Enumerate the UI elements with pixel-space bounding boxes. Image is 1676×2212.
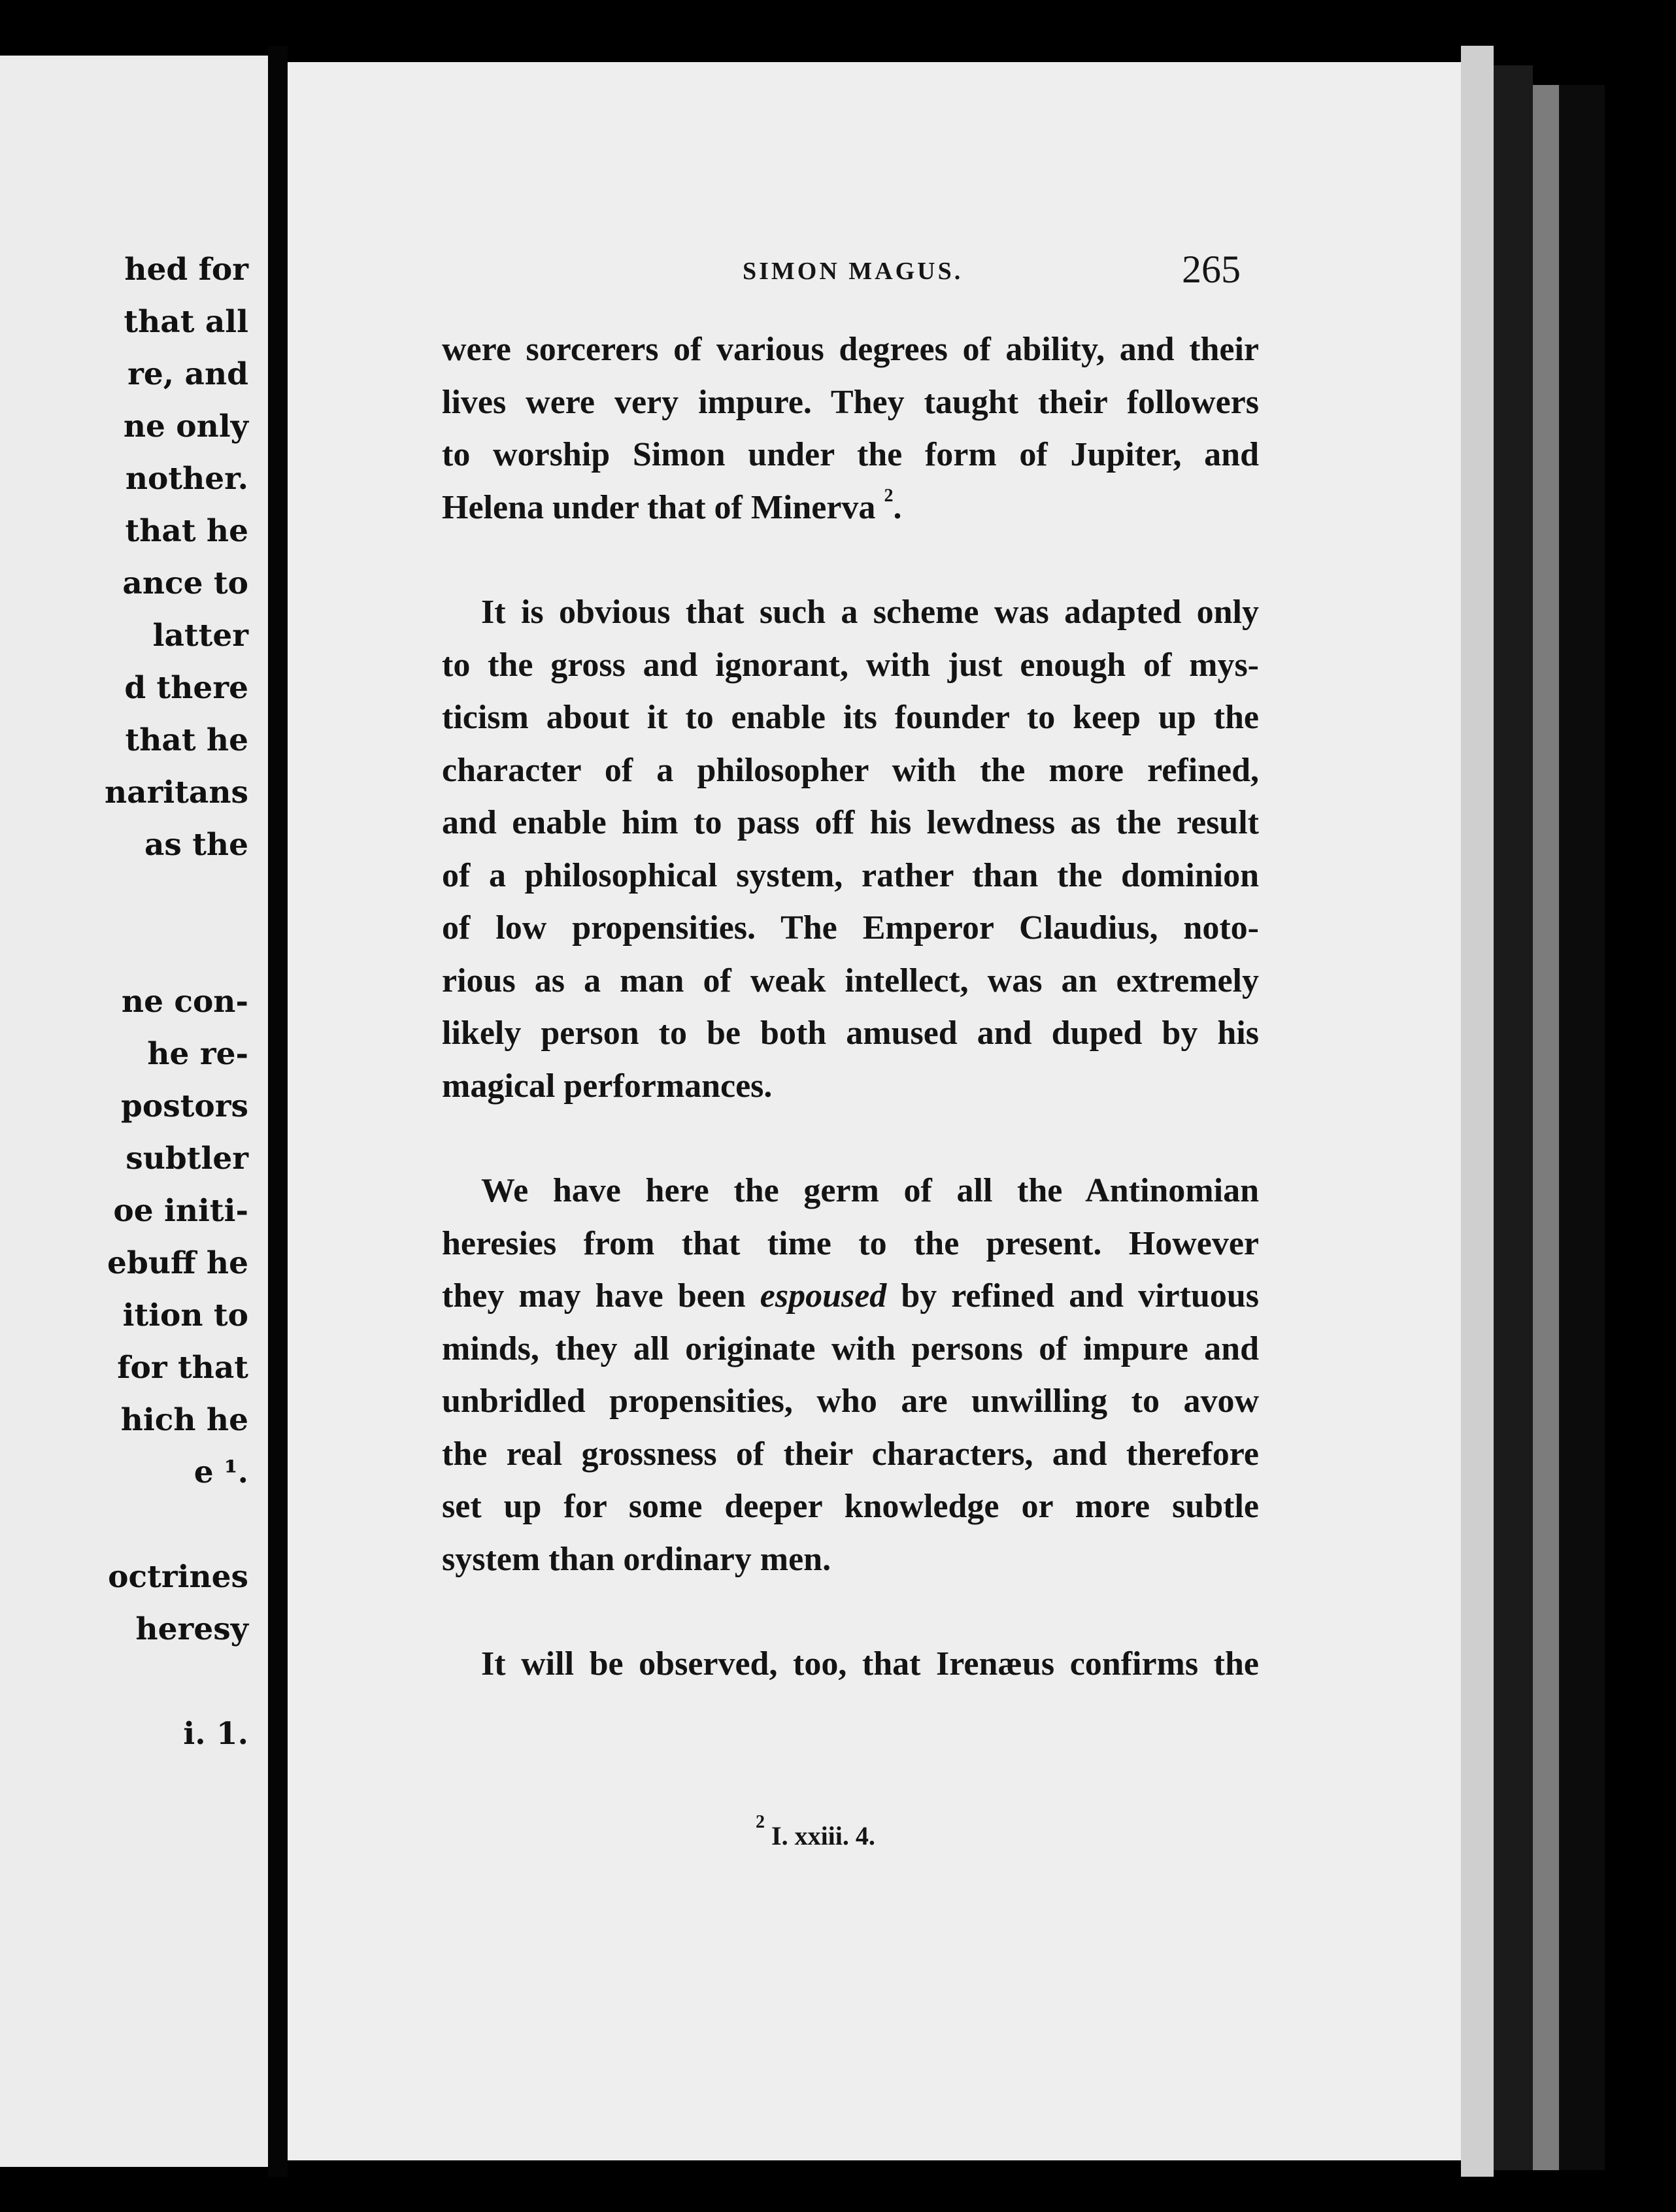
footnote-marker: 2 <box>756 1812 765 1832</box>
facing-page-line: e ¹. <box>193 1454 248 1490</box>
text-line: character of a philosopher with the more refined, <box>442 751 1259 789</box>
text-fragment: Helena under that of Minerva <box>442 488 876 526</box>
facing-page-line: ne con- <box>121 984 248 1020</box>
facing-page-line: octrines <box>108 1559 248 1595</box>
page-edge <box>1461 46 1494 2177</box>
paragraph-2 <box>442 586 1259 1113</box>
facing-page <box>0 56 268 2167</box>
facing-page-line: hed for <box>124 252 248 288</box>
facing-page-line: heresy <box>135 1611 248 1647</box>
book-cover-edge <box>1559 85 1605 2170</box>
text-line: and enable him to pass off his lewdness as the result <box>442 804 1259 841</box>
facing-page-line: i. 1. <box>183 1716 248 1752</box>
footnote-reference: 2 <box>884 485 894 506</box>
footnote <box>756 1812 875 1851</box>
facing-page-line: naritans <box>104 775 248 811</box>
text-line: system than ordinary men. <box>442 1540 831 1578</box>
facing-page-line: as the <box>144 827 248 863</box>
facing-page-line: postors <box>121 1088 248 1124</box>
text-line: heresies from that time to the present. However <box>442 1224 1259 1262</box>
facing-page-line: latter <box>152 618 248 654</box>
text-line <box>442 482 1259 535</box>
facing-page-line: that he <box>125 722 248 758</box>
facing-page-line: that he <box>125 513 248 549</box>
paragraph-4 <box>442 1638 1259 1691</box>
text-line: We have here the germ of all the Antinomian <box>481 1172 1259 1209</box>
text-line: set up for some deeper knowledge or more subtle <box>442 1488 1259 1525</box>
page-number: 265 <box>1182 248 1241 291</box>
text-fragment: . <box>893 488 902 526</box>
italic-word: espoused <box>760 1277 887 1315</box>
text-line: likely person to be both amused and duped by his <box>442 1014 1259 1052</box>
text-line: minds, they all originate with persons of impure and <box>442 1330 1259 1367</box>
facing-page-line: he re- <box>147 1036 248 1072</box>
facing-page-line: that all <box>124 304 248 340</box>
facing-page-line: for that <box>117 1350 248 1386</box>
text-line: the real grossness of their characters, and therefore <box>442 1435 1259 1473</box>
page-edge <box>1494 65 1533 2170</box>
binding-gutter <box>268 46 288 2177</box>
running-head-title: SIMON MAGUS. <box>743 258 964 285</box>
text-line: It will be observed, too, that Irenæus confirms the <box>481 1645 1259 1683</box>
facing-page-line: ebuff he <box>107 1245 248 1281</box>
facing-page-line: ition to <box>122 1298 248 1333</box>
facing-page-line: re, and <box>127 356 248 392</box>
running-head <box>288 248 1461 317</box>
facing-page-line: subtler <box>126 1141 248 1177</box>
book-page <box>288 62 1461 2160</box>
text-line: of low propensities. The Emperor Claudius, noto- <box>442 909 1259 947</box>
facing-page-line: d there <box>124 670 248 706</box>
text-line: ticism about it to enable its founder to keep up the <box>442 699 1259 736</box>
text-line: to the gross and ignorant, with just enough of mys- <box>442 646 1259 684</box>
text-line: unbridled propensities, who are unwilling to avow <box>442 1382 1259 1420</box>
text-line: It is obvious that such a scheme was adapted only <box>481 594 1259 631</box>
text-line: to worship Simon under the form of Jupiter, and <box>442 436 1259 473</box>
text-line: were sorcerers of various degrees of ability, and their <box>442 331 1259 368</box>
facing-page-line: oe initi- <box>113 1193 248 1229</box>
paragraph-3 <box>442 1165 1259 1586</box>
text-line: lives were very impure. They taught their followers <box>442 383 1259 421</box>
footnote-text: I. xxiii. 4. <box>771 1821 875 1851</box>
text-line: of a philosophical system, rather than the dominion <box>442 856 1259 894</box>
paragraph-1 <box>442 324 1259 534</box>
page-edge <box>1533 85 1559 2170</box>
facing-page-line: ance to <box>122 565 248 601</box>
facing-page-line: ne only <box>123 409 248 444</box>
text-fragment: by refined and virtuous <box>901 1277 1260 1315</box>
facing-page-line: hich he <box>120 1402 248 1438</box>
body-text <box>442 324 1259 1691</box>
text-line: magical performances. <box>442 1067 773 1105</box>
text-line <box>442 1270 1259 1323</box>
text-line: rious as a man of weak intellect, was an extremely <box>442 962 1259 999</box>
text-fragment: they may have been <box>442 1277 746 1315</box>
facing-page-line: nother. <box>125 461 248 497</box>
